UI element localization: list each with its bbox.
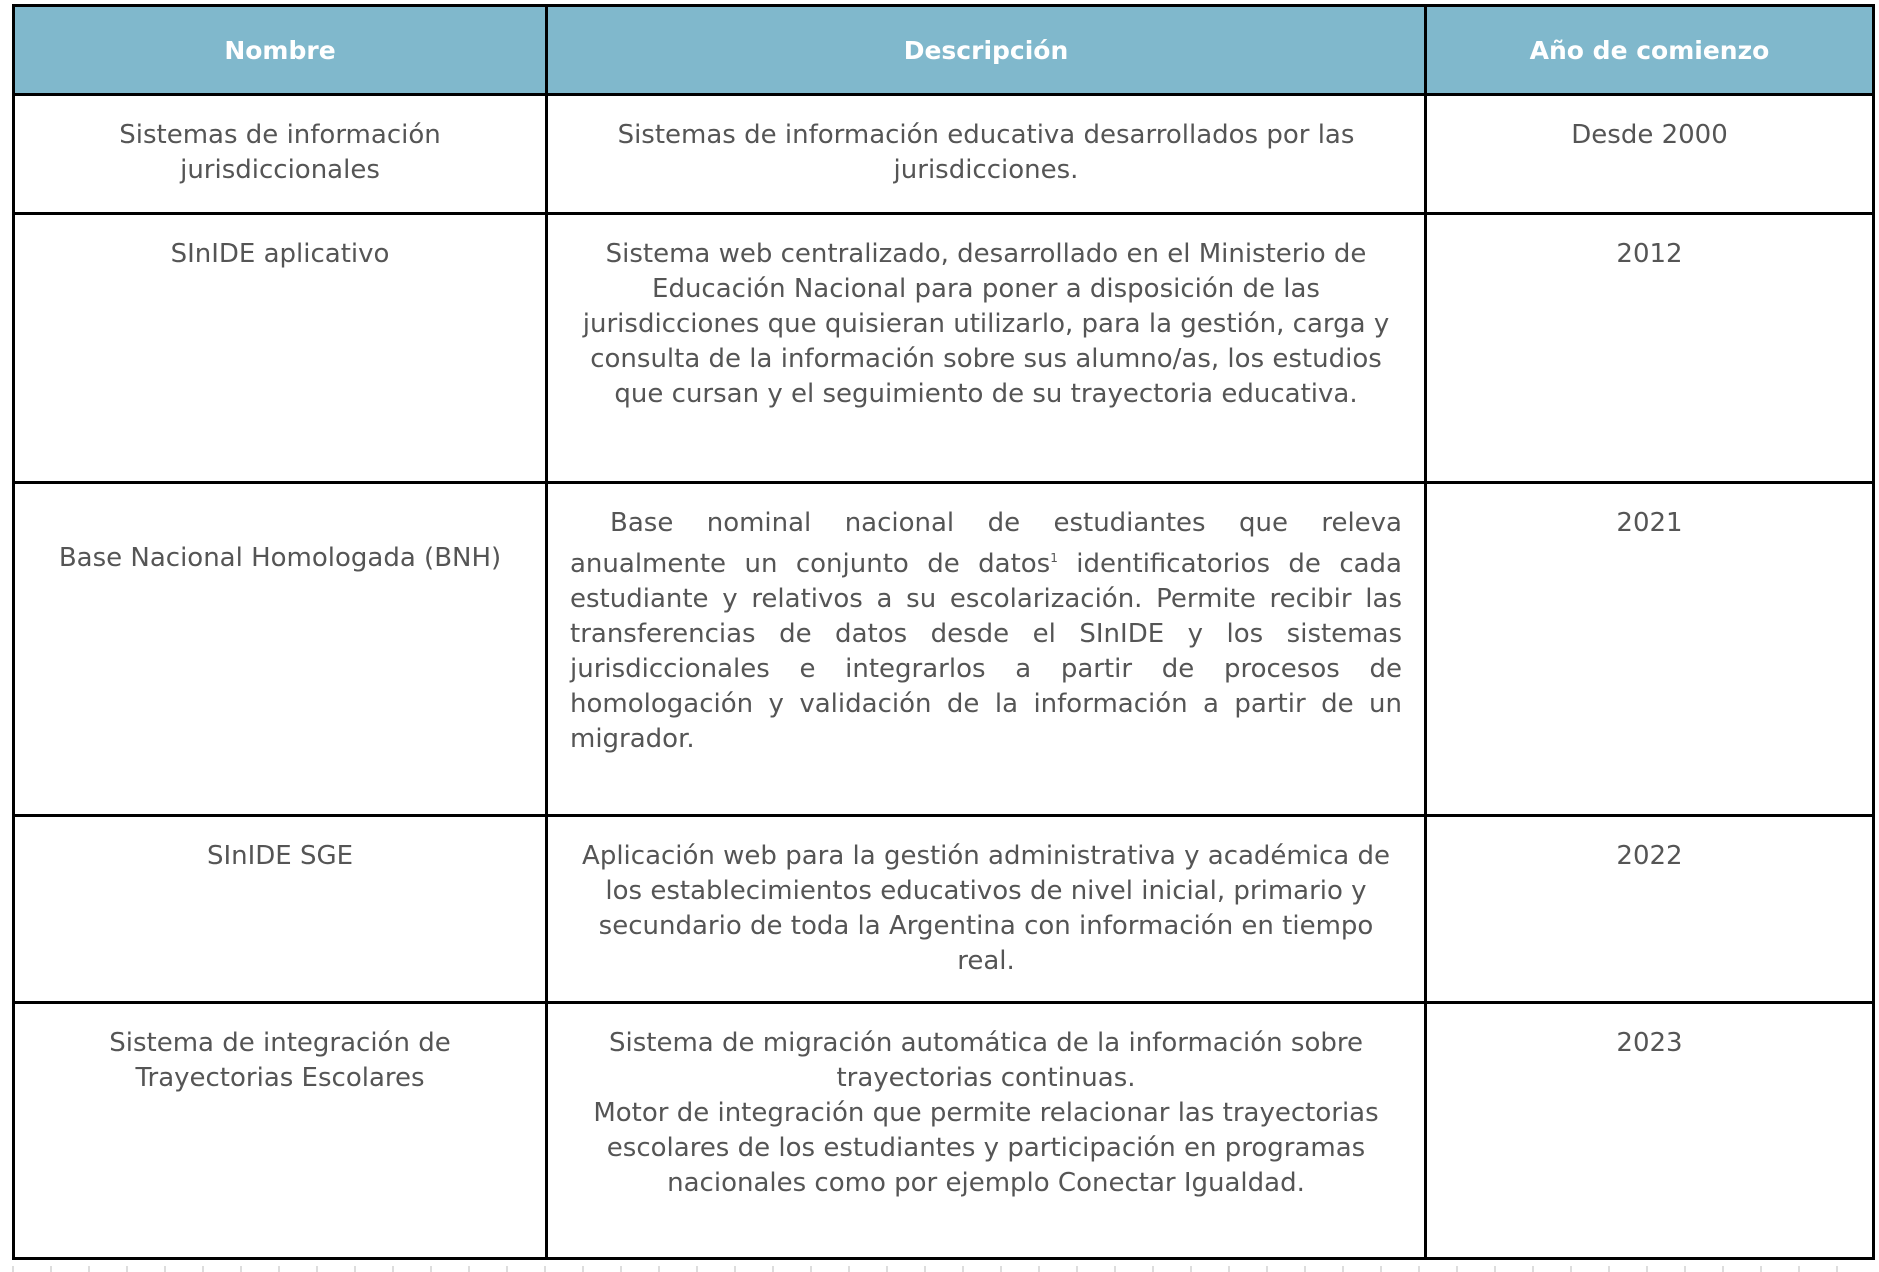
cell-year: 2012	[1426, 214, 1874, 483]
cell-year: Desde 2000	[1426, 95, 1874, 214]
table-row	[14, 1003, 1874, 1259]
cell-description	[547, 483, 1426, 816]
header-descripcion: Descripción	[547, 6, 1426, 95]
description-text: Aplicación web para la gestión administrativa y académica de los establecimientos educativos de nivel inicial, primario y secundario de toda la Argentina con información en tiempo real.	[582, 841, 1390, 976]
table-row	[14, 95, 1874, 214]
table-row	[14, 483, 1874, 816]
description-text: Sistemas de información educativa desarrollados por las jurisdicciones.	[617, 120, 1355, 185]
cell-name: Base Nacional Homologada (BNH)	[14, 483, 547, 816]
table-row	[14, 816, 1874, 1003]
cell-year: 2023	[1426, 1003, 1874, 1259]
cell-description	[547, 1003, 1426, 1259]
cell-name: Sistemas de información jurisdiccionales	[14, 95, 547, 214]
description-text-continued: identificatorios de cada estudiante y relativos a su escolarización. Permite recibir las transferencias de datos desde el SInIDE y los sistemas jurisdiccionales e integrarlos a partir de procesos de homologación y validación de la información a partir de un migrador.	[570, 549, 1402, 754]
description-text: Base nominal nacional de estudiantes que releva anualmente un conjunto de datos	[570, 508, 1402, 579]
cell-year: 2021	[1426, 483, 1874, 816]
table-header-row	[14, 6, 1874, 95]
description-text: Sistema web centralizado, desarrollado en el Ministerio de Educación Nacional para poner a disposición de las jurisdicciones que quisieran utilizarlo, para la gestión, carga y consulta de la información sobre sus alumno/as, los estudios que cursan y el seguimiento de su trayectoria educativa.	[582, 239, 1390, 409]
cut-off-text-line	[12, 1266, 1872, 1272]
cell-description	[547, 95, 1426, 214]
cell-name: SInIDE SGE	[14, 816, 547, 1003]
cell-name: SInIDE aplicativo	[14, 214, 547, 483]
cell-year: 2022	[1426, 816, 1874, 1003]
cell-name: Sistema de integración de Trayectorias Escolares	[14, 1003, 547, 1259]
systems-table	[12, 4, 1875, 1260]
header-anio-de-comienzo: Año de comienzo	[1426, 6, 1874, 95]
footnote-marker[interactable]: 1	[1050, 551, 1058, 565]
cell-description	[547, 214, 1426, 483]
table-row	[14, 214, 1874, 483]
description-text: Motor de integración que permite relacionar las trayectorias escolares de los estudiantes y participación en programas nacionales como por ejemplo Conectar Igualdad.	[593, 1098, 1379, 1198]
description-text: Sistema de migración automática de la información sobre trayectorias continuas.	[609, 1028, 1363, 1093]
header-nombre: Nombre	[14, 6, 547, 95]
cell-description	[547, 816, 1426, 1003]
